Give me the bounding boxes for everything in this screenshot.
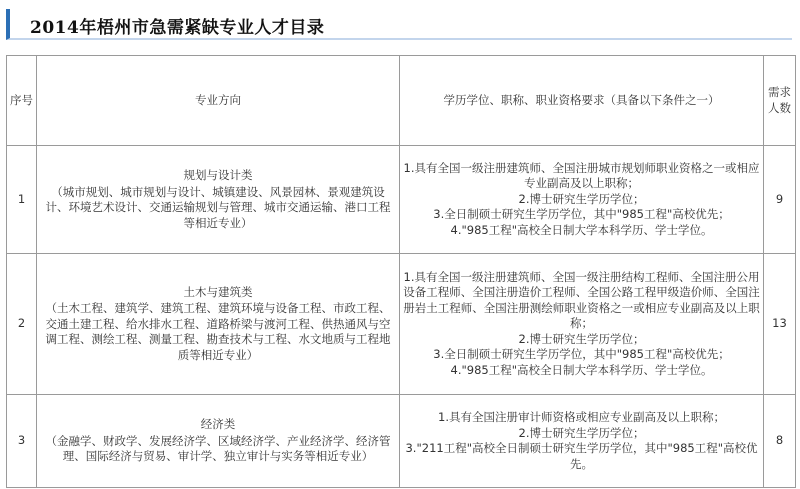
page-title-bar [6, 9, 792, 40]
row-index: 2 [7, 254, 37, 395]
requirement-item: 3.全日制硕士研究生学历学位，其中"985工程"高校优先； [433, 207, 730, 222]
table-row [7, 254, 796, 395]
requirements-cell [400, 146, 764, 254]
header-count: 需求人数 [764, 56, 796, 146]
major-list: （土木工程、建筑学、建筑工程、建筑环境与设备工程、市政工程、交通土建工程、给水排水工程、道路桥梁与渡河工程、供热通风与空调工程、测绘工程、测量工程、勘查技术与工程、水文地质与工程地质等相近专业） [45, 301, 391, 362]
row-index: 3 [7, 395, 37, 488]
table-row [7, 395, 796, 488]
major-cell [37, 254, 400, 395]
requirements-cell [400, 254, 764, 395]
requirement-item: 4."985工程"高校全日制大学本科学历、学士学位。 [450, 362, 713, 377]
requirement-item: 1.具有全国一级注册建筑师、全国注册城市规划师职业资格之一或相应专业副高及以上职称； [403, 160, 760, 191]
header-requirements: 学历学位、职称、职业资格要求（具备以下条件之一） [400, 56, 764, 146]
table-header-row [7, 56, 796, 146]
header-major: 专业方向 [37, 56, 400, 146]
header-index: 序号 [7, 56, 37, 146]
requirement-item: 4."985工程"高校全日制大学本科学历、学士学位。 [450, 222, 713, 237]
requirement-item: 2.博士研究生学历学位； [518, 425, 645, 440]
major-list: （金融学、财政学、发展经济学、区域经济学、产业经济学、经济管理、国际经济与贸易、审计学、独立审计与实务等相近专业） [45, 433, 391, 464]
major-list: （城市规划、城市规划与设计、城镇建设、风景园林、景观建筑设计、环境艺术设计、交通运输规划与管理、城市交通运输、港口工程等相近专业） [45, 184, 391, 230]
major-cell [37, 146, 400, 254]
major-cell [37, 395, 400, 488]
requirement-item: 1.具有全国一级注册建筑师、全国一级注册结构工程师、全国注册公用设备工程师、全国注册造价工程师、全国公路工程甲级造价师、全国注册岩土工程师、全国注册测绘师职业资格之一或相应专业副高及以上职称； [403, 269, 760, 331]
page-title: 2014年梧州市急需紧缺专业人才目录 [30, 18, 325, 38]
requirements-cell [400, 395, 764, 488]
major-category: 规划与设计类 [183, 168, 253, 182]
table-row [7, 146, 796, 254]
requirement-item: 3."211工程"高校全日制硕士研究生学历学位，其中"985工程"高校优先。 [405, 441, 758, 471]
requirement-item: 2.博士研究生学历学位； [518, 191, 645, 206]
row-count: 8 [764, 395, 796, 488]
requirement-item: 3.全日制硕士研究生学历学位，其中"985工程"高校优先； [433, 347, 730, 362]
major-category: 经济类 [200, 417, 236, 432]
major-category: 土木与建筑类 [183, 284, 253, 299]
row-index: 1 [7, 146, 37, 254]
row-count: 13 [764, 254, 796, 395]
row-count: 9 [764, 146, 796, 254]
talent-catalog-table [6, 55, 796, 488]
requirement-item: 2.博士研究生学历学位； [518, 331, 645, 346]
requirement-item: 1.具有全国注册审计师资格或相应专业副高及以上职称； [438, 410, 725, 424]
